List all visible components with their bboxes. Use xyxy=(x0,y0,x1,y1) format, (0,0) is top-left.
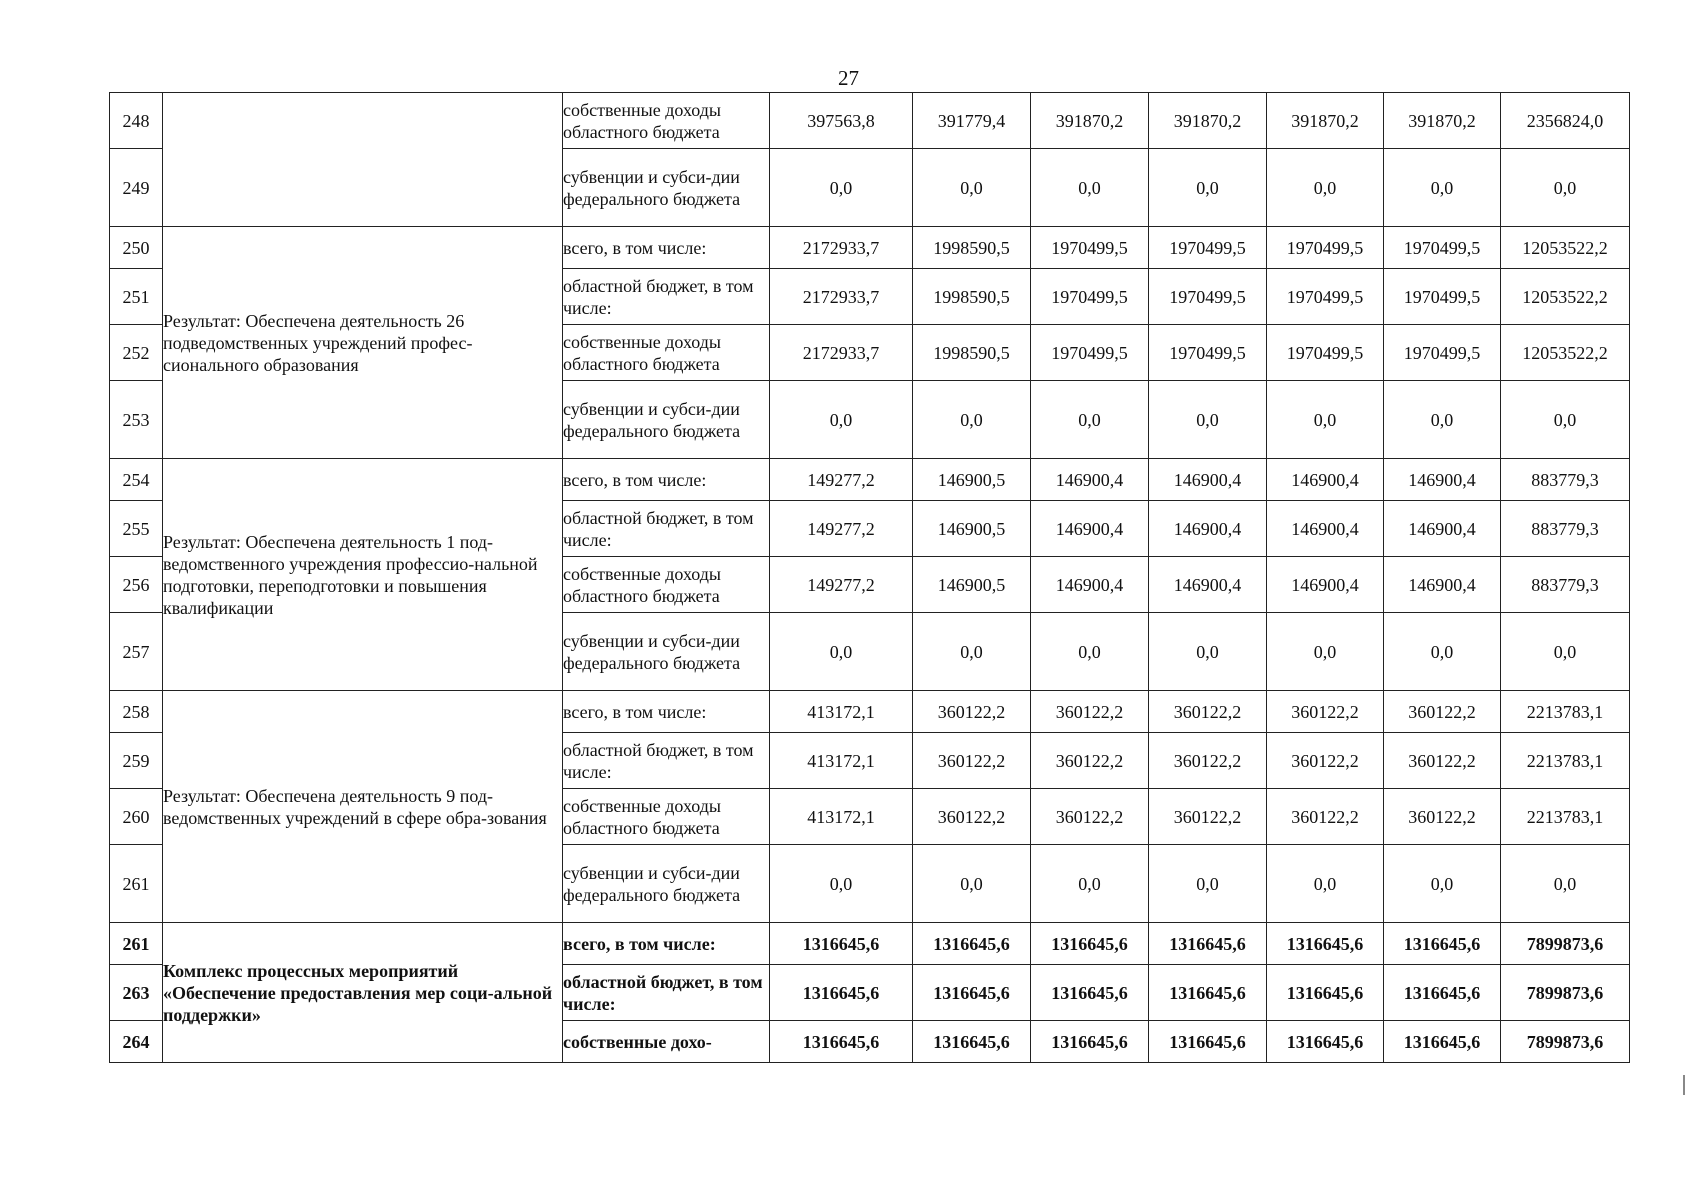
year-value: 391870,2 xyxy=(1267,93,1384,149)
year-value: 2172933,7 xyxy=(770,227,913,269)
year-value: 0,0 xyxy=(1149,845,1267,923)
row-number: 248 xyxy=(110,93,163,149)
total-value: 2356824,0 xyxy=(1501,93,1630,149)
year-value: 146900,4 xyxy=(1149,501,1267,557)
scan-margin-mark xyxy=(1683,1075,1685,1095)
year-value: 0,0 xyxy=(913,149,1031,227)
table-row xyxy=(110,691,1630,733)
row-number: 259 xyxy=(110,733,163,789)
year-value: 0,0 xyxy=(1384,381,1501,459)
table-row xyxy=(110,93,1630,149)
year-value: 360122,2 xyxy=(1267,789,1384,845)
year-value: 1316645,6 xyxy=(1267,923,1384,965)
total-value: 2213783,1 xyxy=(1501,733,1630,789)
total-value: 0,0 xyxy=(1501,381,1630,459)
year-value: 360122,2 xyxy=(913,789,1031,845)
total-value: 7899873,6 xyxy=(1501,1021,1630,1063)
year-value: 1316645,6 xyxy=(770,1021,913,1063)
year-value: 1970499,5 xyxy=(1149,227,1267,269)
year-value: 1316645,6 xyxy=(913,1021,1031,1063)
year-value: 1316645,6 xyxy=(1149,923,1267,965)
year-value: 0,0 xyxy=(1267,149,1384,227)
year-value: 360122,2 xyxy=(1384,789,1501,845)
total-value: 2213783,1 xyxy=(1501,789,1630,845)
year-value: 1970499,5 xyxy=(1384,269,1501,325)
year-value: 146900,4 xyxy=(1267,459,1384,501)
year-value: 0,0 xyxy=(1031,613,1149,691)
year-value: 0,0 xyxy=(1384,613,1501,691)
year-value: 391870,2 xyxy=(1031,93,1149,149)
year-value: 1998590,5 xyxy=(913,325,1031,381)
year-value: 1316645,6 xyxy=(770,965,913,1021)
year-value: 360122,2 xyxy=(913,733,1031,789)
year-value: 146900,4 xyxy=(1267,557,1384,613)
year-value: 360122,2 xyxy=(1384,691,1501,733)
year-value: 360122,2 xyxy=(1149,733,1267,789)
row-number: 264 xyxy=(110,1021,163,1063)
year-value: 146900,4 xyxy=(1384,557,1501,613)
year-value: 1998590,5 xyxy=(913,227,1031,269)
year-value: 1316645,6 xyxy=(1384,1021,1501,1063)
year-value: 360122,2 xyxy=(1031,733,1149,789)
result-description: Комплекс процессных мероприятий «Обеспечение предоставления мер соци-альной поддержки» xyxy=(163,923,563,1063)
year-value: 360122,2 xyxy=(1031,789,1149,845)
year-value: 1970499,5 xyxy=(1384,227,1501,269)
year-value: 1970499,5 xyxy=(1267,325,1384,381)
funding-source: субвенции и субси-дии федерального бюджета xyxy=(563,381,770,459)
total-value: 883779,3 xyxy=(1501,557,1630,613)
total-value: 7899873,6 xyxy=(1501,965,1630,1021)
funding-source: областной бюджет, в том числе: xyxy=(563,965,770,1021)
year-value: 0,0 xyxy=(1267,381,1384,459)
year-value: 0,0 xyxy=(1031,845,1149,923)
year-value: 360122,2 xyxy=(1384,733,1501,789)
year-value: 0,0 xyxy=(1267,613,1384,691)
budget-table xyxy=(109,92,1630,1063)
year-value: 0,0 xyxy=(1149,613,1267,691)
year-value: 146900,4 xyxy=(1031,501,1149,557)
year-value: 0,0 xyxy=(913,613,1031,691)
year-value: 1316645,6 xyxy=(1031,923,1149,965)
total-value: 12053522,2 xyxy=(1501,325,1630,381)
year-value: 1316645,6 xyxy=(1267,1021,1384,1063)
result-description: Результат: Обеспечена деятельность 26 подведомственных учреждений профес-сионального образования xyxy=(163,227,563,459)
row-number: 251 xyxy=(110,269,163,325)
funding-source: субвенции и субси-дии федерального бюджета xyxy=(563,845,770,923)
row-number: 252 xyxy=(110,325,163,381)
year-value: 0,0 xyxy=(1031,381,1149,459)
funding-source: всего, в том числе: xyxy=(563,691,770,733)
year-value: 391870,2 xyxy=(1149,93,1267,149)
year-value: 360122,2 xyxy=(1149,789,1267,845)
year-value: 1316645,6 xyxy=(1031,1021,1149,1063)
row-number: 256 xyxy=(110,557,163,613)
table-row xyxy=(110,459,1630,501)
result-description: Результат: Обеспечена деятельность 9 под-ведомственных учреждений в сфере обра-зования xyxy=(163,691,563,923)
year-value: 1970499,5 xyxy=(1267,227,1384,269)
total-value: 0,0 xyxy=(1501,845,1630,923)
year-value: 1316645,6 xyxy=(1384,923,1501,965)
funding-source: всего, в том числе: xyxy=(563,923,770,965)
year-value: 1970499,5 xyxy=(1149,325,1267,381)
row-number: 263 xyxy=(110,965,163,1021)
year-value: 0,0 xyxy=(1149,381,1267,459)
year-value: 1316645,6 xyxy=(913,923,1031,965)
row-number: 254 xyxy=(110,459,163,501)
year-value: 360122,2 xyxy=(1267,733,1384,789)
year-value: 0,0 xyxy=(1267,845,1384,923)
total-value: 7899873,6 xyxy=(1501,923,1630,965)
year-value: 1316645,6 xyxy=(1031,965,1149,1021)
year-value: 360122,2 xyxy=(1149,691,1267,733)
year-value: 0,0 xyxy=(770,149,913,227)
total-value: 0,0 xyxy=(1501,149,1630,227)
year-value: 149277,2 xyxy=(770,501,913,557)
year-value: 0,0 xyxy=(1384,149,1501,227)
year-value: 1316645,6 xyxy=(1149,1021,1267,1063)
total-value: 883779,3 xyxy=(1501,501,1630,557)
year-value: 146900,4 xyxy=(1267,501,1384,557)
funding-source: всего, в том числе: xyxy=(563,227,770,269)
funding-source: областной бюджет, в том числе: xyxy=(563,501,770,557)
year-value: 1316645,6 xyxy=(1384,965,1501,1021)
year-value: 1316645,6 xyxy=(913,965,1031,1021)
funding-source: субвенции и субси-дии федерального бюджета xyxy=(563,149,770,227)
year-value: 1970499,5 xyxy=(1031,325,1149,381)
year-value: 146900,4 xyxy=(1149,557,1267,613)
table-row xyxy=(110,923,1630,965)
year-value: 2172933,7 xyxy=(770,325,913,381)
year-value: 1998590,5 xyxy=(913,269,1031,325)
funding-source: собственные дохо- xyxy=(563,1021,770,1063)
page-number: 27 xyxy=(838,66,859,90)
year-value: 1970499,5 xyxy=(1031,269,1149,325)
total-value: 12053522,2 xyxy=(1501,227,1630,269)
year-value: 1970499,5 xyxy=(1384,325,1501,381)
year-value: 146900,4 xyxy=(1149,459,1267,501)
year-value: 146900,4 xyxy=(1031,557,1149,613)
year-value: 413172,1 xyxy=(770,789,913,845)
row-number: 258 xyxy=(110,691,163,733)
funding-source: субвенции и субси-дии федерального бюджета xyxy=(563,613,770,691)
funding-source: областной бюджет, в том числе: xyxy=(563,269,770,325)
row-number: 260 xyxy=(110,789,163,845)
year-value: 149277,2 xyxy=(770,557,913,613)
year-value: 0,0 xyxy=(1149,149,1267,227)
row-number: 261 xyxy=(110,923,163,965)
year-value: 0,0 xyxy=(770,381,913,459)
year-value: 360122,2 xyxy=(913,691,1031,733)
row-number: 253 xyxy=(110,381,163,459)
year-value: 0,0 xyxy=(913,845,1031,923)
year-value: 149277,2 xyxy=(770,459,913,501)
total-value: 0,0 xyxy=(1501,613,1630,691)
year-value: 413172,1 xyxy=(770,733,913,789)
year-value: 0,0 xyxy=(1384,845,1501,923)
year-value: 146900,4 xyxy=(1031,459,1149,501)
year-value: 146900,4 xyxy=(1384,501,1501,557)
year-value: 146900,4 xyxy=(1384,459,1501,501)
year-value: 0,0 xyxy=(770,845,913,923)
row-number: 249 xyxy=(110,149,163,227)
row-number: 257 xyxy=(110,613,163,691)
row-number: 250 xyxy=(110,227,163,269)
table-row xyxy=(110,227,1630,269)
year-value: 146900,5 xyxy=(913,557,1031,613)
year-value: 146900,5 xyxy=(913,459,1031,501)
year-value: 397563,8 xyxy=(770,93,913,149)
total-value: 883779,3 xyxy=(1501,459,1630,501)
year-value: 2172933,7 xyxy=(770,269,913,325)
year-value: 1316645,6 xyxy=(1149,965,1267,1021)
year-value: 360122,2 xyxy=(1031,691,1149,733)
year-value: 1316645,6 xyxy=(770,923,913,965)
year-value: 1970499,5 xyxy=(1031,227,1149,269)
funding-source: всего, в том числе: xyxy=(563,459,770,501)
year-value: 1970499,5 xyxy=(1267,269,1384,325)
result-description xyxy=(163,93,563,227)
funding-source: собственные доходы областного бюджета xyxy=(563,789,770,845)
budget-table-body xyxy=(110,93,1630,1063)
funding-source: областной бюджет, в том числе: xyxy=(563,733,770,789)
total-value: 12053522,2 xyxy=(1501,269,1630,325)
year-value: 1316645,6 xyxy=(1267,965,1384,1021)
year-value: 0,0 xyxy=(913,381,1031,459)
row-number: 261 xyxy=(110,845,163,923)
year-value: 391779,4 xyxy=(913,93,1031,149)
funding-source: собственные доходы областного бюджета xyxy=(563,93,770,149)
funding-source: собственные доходы областного бюджета xyxy=(563,325,770,381)
year-value: 146900,5 xyxy=(913,501,1031,557)
result-description: Результат: Обеспечена деятельность 1 под-ведомственного учреждения профессио-нальной подготовки, переподготовки и повышения квалификации xyxy=(163,459,563,691)
row-number: 255 xyxy=(110,501,163,557)
total-value: 2213783,1 xyxy=(1501,691,1630,733)
year-value: 0,0 xyxy=(770,613,913,691)
year-value: 0,0 xyxy=(1031,149,1149,227)
year-value: 391870,2 xyxy=(1384,93,1501,149)
year-value: 360122,2 xyxy=(1267,691,1384,733)
funding-source: собственные доходы областного бюджета xyxy=(563,557,770,613)
year-value: 413172,1 xyxy=(770,691,913,733)
year-value: 1970499,5 xyxy=(1149,269,1267,325)
